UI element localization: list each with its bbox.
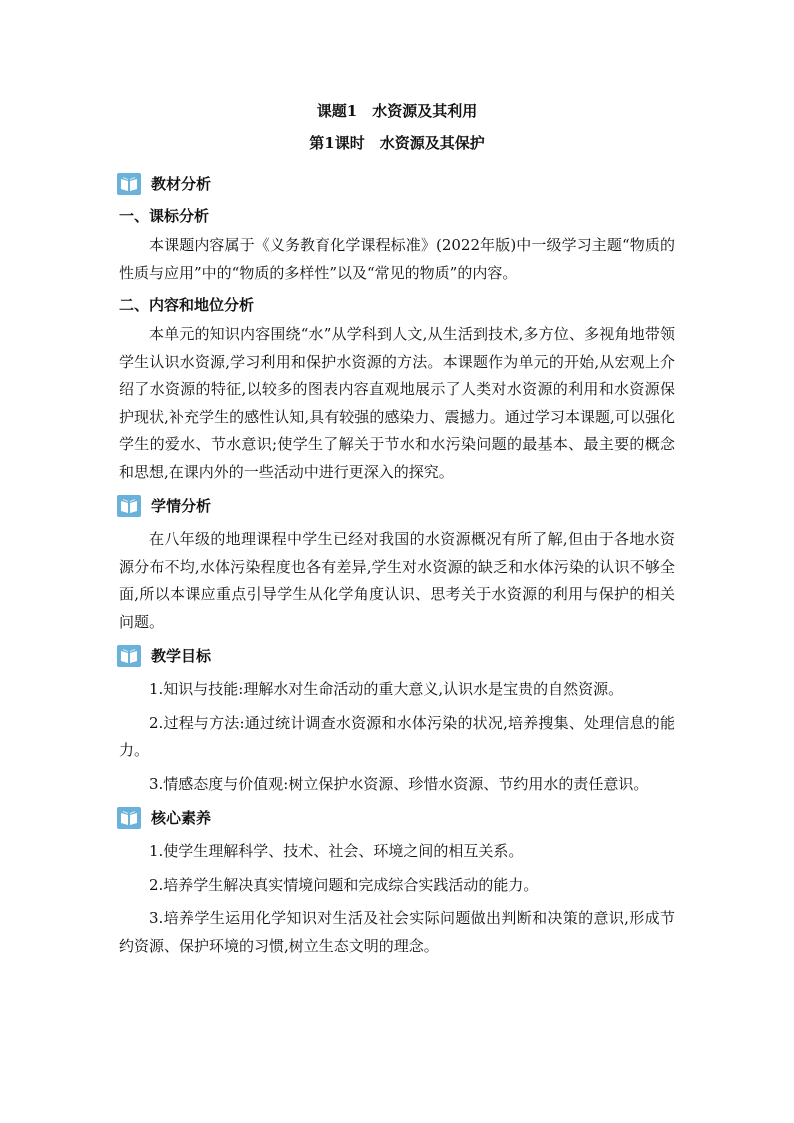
goal-item: 3.情感态度与价值观:树立保护水资源、珍惜水资源、节约用水的责任意识。: [149, 774, 649, 793]
section-title-analysis: 教材分析: [151, 175, 212, 193]
literacy-item: 2.培养学生解决真实情境问题和完成综合实践活动的能力。: [149, 875, 539, 894]
section-header-learners: [117, 492, 675, 520]
goal-item: 2.过程与方法:通过统计调查水资源和水体污染的状况,培养搜集、处理信息的能力。: [119, 713, 675, 759]
section-header-goals: [117, 642, 675, 670]
book-icon: [117, 495, 141, 517]
book-icon: [117, 645, 141, 667]
book-icon: [117, 807, 141, 829]
paragraph-content: 本单元的知识内容围绕“水”从学科到人文,从生活到技术,多方位、多视角地带领学生认识水资源,学习利用和保护水资源的方法。本课题作为单元的开始,从宏观上介绍了水资源的特征,以较多的图表内容直观地展示了人类对水资源的利用和水资源保护现状,补充学生的感性认知,具有较强的感染力、震撼力。通过学习本课题,可以强化学生的爱水、节水意识;使学生了解关于节水和水污染问题的最基本、最主要的概念和思想,在课内外的一些活动中进行更深入的探究。: [119, 325, 675, 481]
paragraph-standard: 本课题内容属于《义务教育化学课程标准》(2022年版)中一级学习主题“物质的性质与应用”中的“物质的多样性”以及“常见的物质”的内容。: [119, 236, 675, 282]
section-header-analysis: [117, 170, 675, 198]
document-content: [119, 98, 675, 966]
book-icon: [117, 173, 141, 195]
subsection-standard: 一、课标分析: [119, 207, 210, 225]
section-title-learners: 学情分析: [151, 497, 212, 515]
section-title-goals: 教学目标: [151, 647, 212, 665]
literacy-item: 1.使学生理解科学、技术、社会、环境之间的相互关系。: [149, 842, 524, 860]
lesson-title: 课题1 水资源及其利用: [316, 102, 478, 120]
period-title: 第1课时 水资源及其保护: [309, 134, 485, 152]
subsection-content: 二、内容和地位分析: [119, 296, 255, 314]
paragraph-learners: 在八年级的地理课程中学生已经对我国的水资源概况有所了解,但由于各地水资源分布不均,水体污染程度也各有差异,学生对水资源的缺乏和水体污染的认识不够全面,所以本课应重点引导学生从化学角度认识、思考关于水资源的利用与保护的相关问题。: [119, 530, 675, 631]
goal-item: 1.知识与技能:理解水对生命活动的重大意义,认识水是宝贵的自然资源。: [149, 680, 624, 698]
section-header-literacy: [117, 804, 675, 832]
section-title-literacy: 核心素养: [151, 809, 212, 827]
literacy-item: 3.培养学生运用化学知识对生活及社会实际问题做出判断和决策的意识,形成节约资源、保护环境的习惯,树立生态文明的理念。: [119, 909, 675, 955]
